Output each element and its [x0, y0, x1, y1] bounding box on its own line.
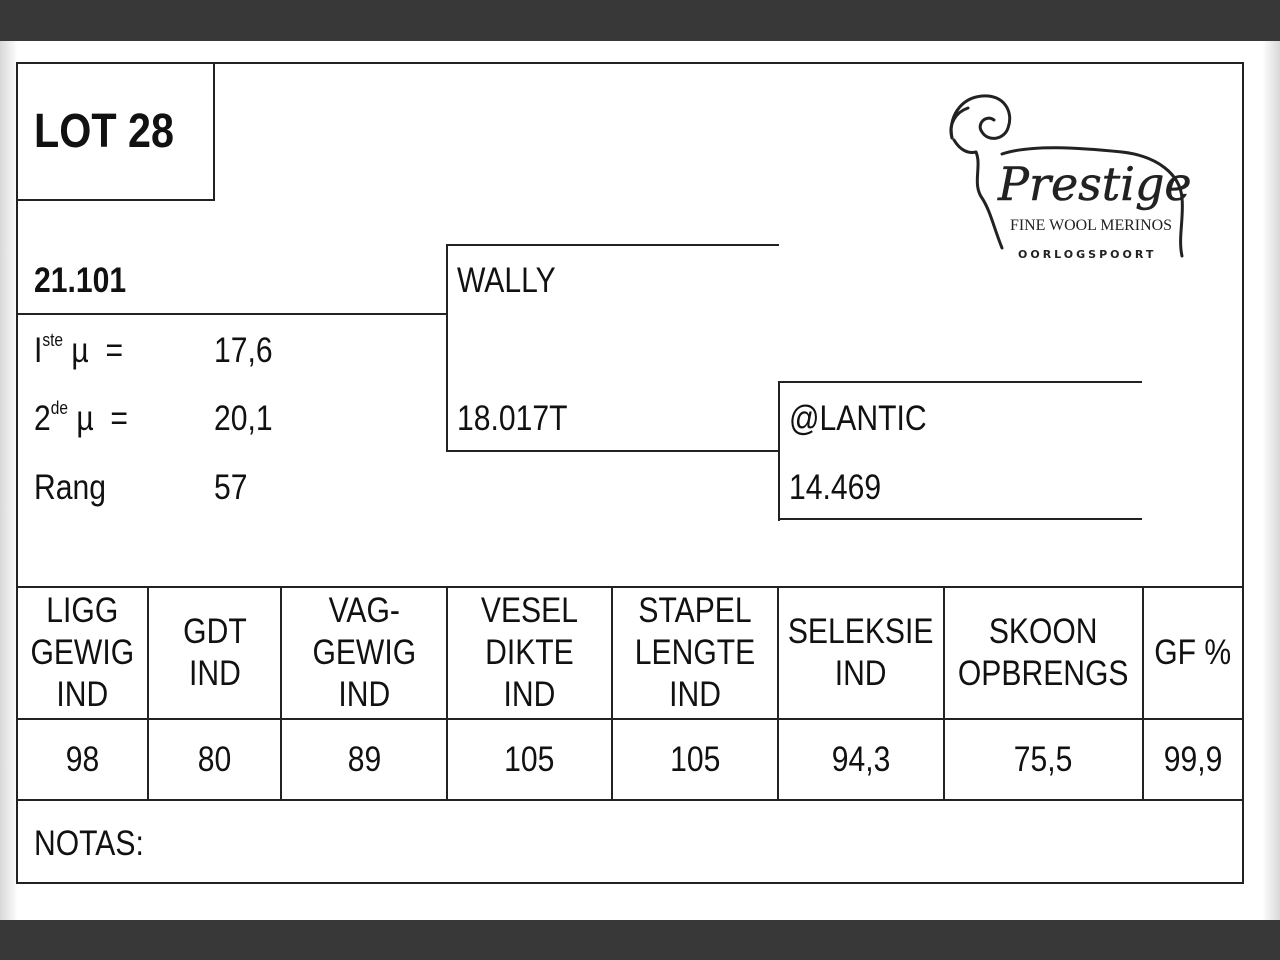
- animal-id-line: [16, 313, 448, 315]
- value-vesel-dikte: 105: [504, 739, 555, 779]
- value-stapel-lengte: 105: [669, 739, 721, 779]
- rank-label: Rang: [34, 468, 106, 507]
- sire-bottom-line: [446, 450, 780, 452]
- value-ligg-gewig: 98: [65, 739, 100, 779]
- header-gdt: GDT IND: [182, 612, 247, 693]
- first-micron-value: 17,6: [214, 331, 273, 370]
- logo-place: OORLOGSPOORT: [1018, 248, 1157, 261]
- lot-box-right-border: [213, 62, 215, 200]
- header-seleksie: SELEKSIE IND: [788, 612, 934, 693]
- sire-top-line: [446, 244, 779, 246]
- value-seleksie: 94,3: [831, 739, 891, 779]
- logo-tagline: FINE WOOL MERINOS: [1010, 217, 1172, 234]
- second-micron-value: 20,1: [214, 399, 273, 438]
- sire-id: 18.017T: [457, 399, 568, 438]
- value-vag-gewig: 89: [347, 739, 381, 779]
- grandsire-bracket-line: [778, 381, 780, 521]
- value-gdt: 80: [197, 739, 232, 779]
- animal-id: 21.101: [34, 261, 127, 300]
- grandsire-name: @LANTIC: [789, 399, 927, 438]
- sire-name: WALLY: [457, 261, 556, 300]
- prestige-logo: [942, 88, 1204, 264]
- bottom-bar: [0, 920, 1280, 960]
- header-skoon-opbrengs: SKOON OPBRENGS: [958, 612, 1129, 693]
- first-micron-label: Iste µ =: [34, 330, 124, 370]
- rank-value: 57: [214, 468, 248, 507]
- notes-label: NOTAS:: [34, 824, 144, 863]
- grandsire-top-line: [778, 381, 1142, 383]
- lot-box-bottom-border: [16, 199, 215, 201]
- grandsire-id: 14.469: [789, 468, 882, 507]
- sire-bracket-line: [446, 244, 448, 452]
- lot-number: LOT 28: [34, 105, 174, 158]
- right-shadow: [1262, 41, 1280, 920]
- second-micron-label: 2de µ =: [34, 398, 128, 438]
- table-bottom-line: [16, 799, 1244, 801]
- header-gf: GF %: [1154, 633, 1232, 672]
- header-vesel-dikte: VESEL DIKTE IND: [480, 591, 579, 714]
- top-bar: [0, 0, 1280, 41]
- header-vag-gewig: VAG- GEWIG IND: [312, 591, 416, 714]
- header-stapel-lengte: STAPEL LENGTE IND: [634, 591, 756, 714]
- grandsire-bottom-line: [778, 518, 1142, 520]
- value-skoon-opbrengs: 75,5: [1014, 739, 1073, 779]
- header-ligg-gewig: LIGG GEWIG IND: [30, 591, 135, 714]
- logo-brand: Prestige: [998, 157, 1192, 211]
- value-gf: 99,9: [1163, 739, 1223, 779]
